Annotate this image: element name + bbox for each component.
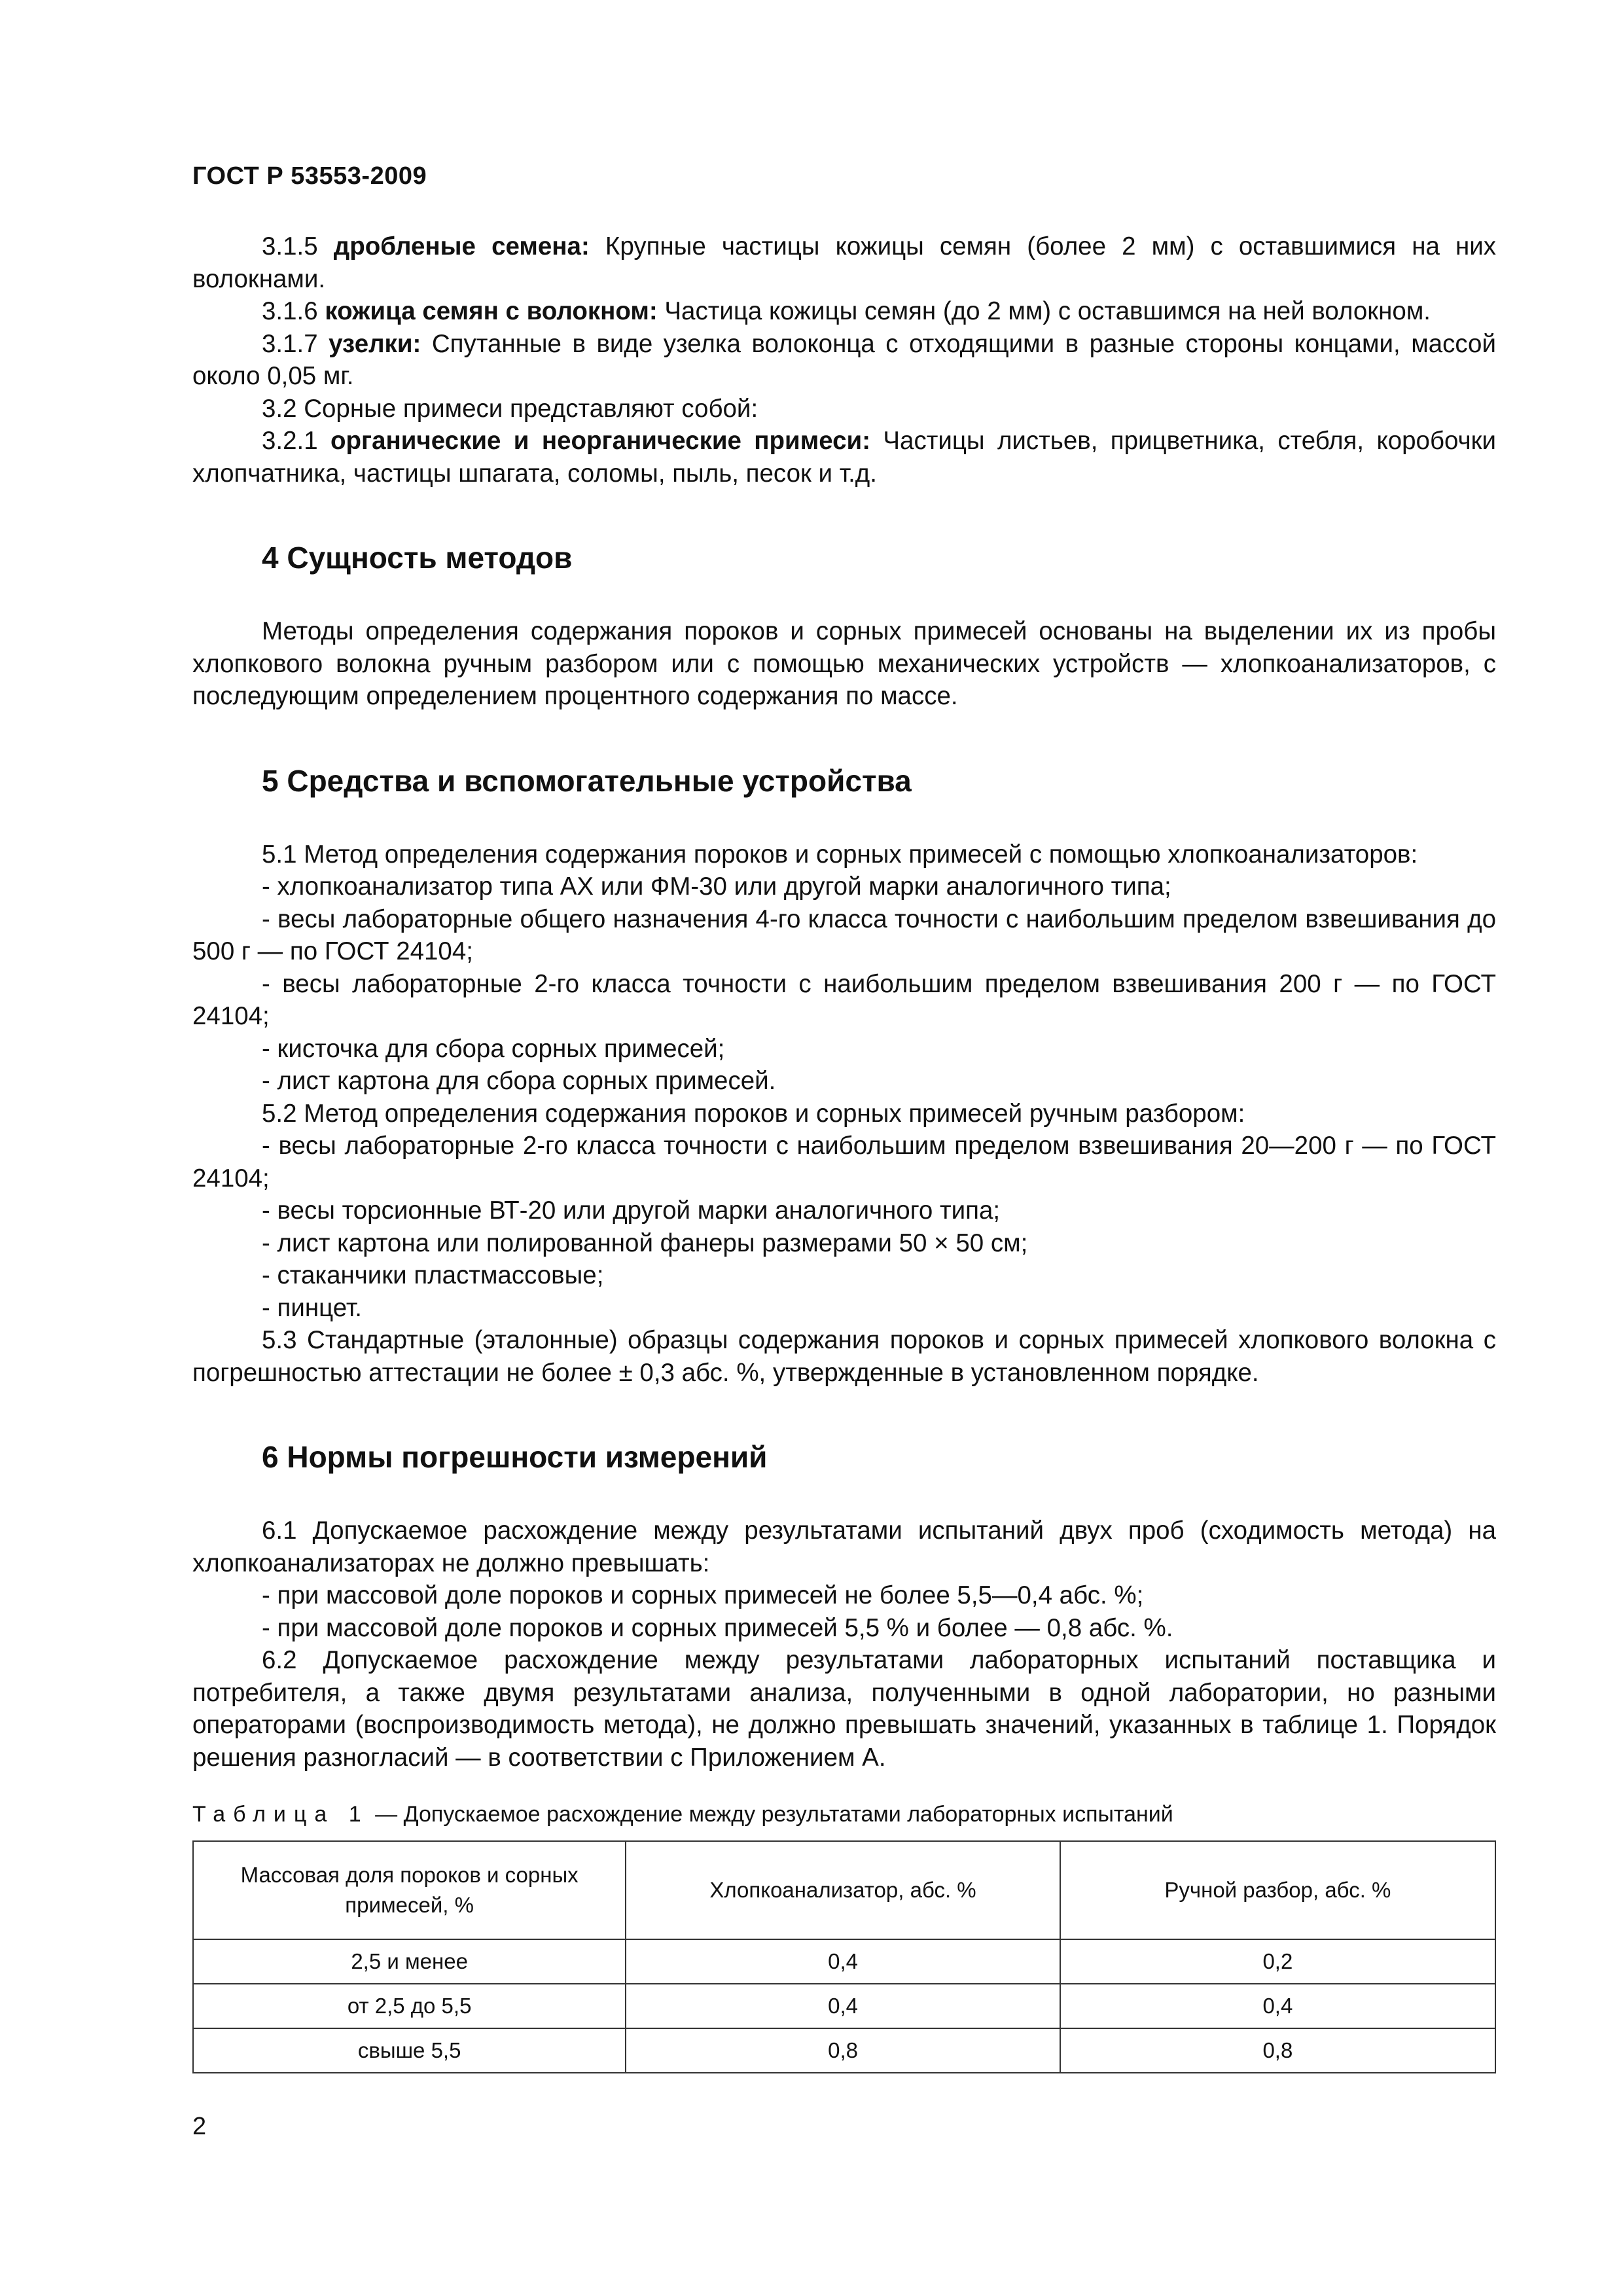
list-item: - кисточка для сбора сорных примесей; xyxy=(262,1034,725,1063)
table-caption-label: Таблица 1 xyxy=(192,1802,369,1827)
clause-number: 3.1.5 xyxy=(262,232,318,260)
section-4-text: Методы определения содержания пороков и сорных примесей основаны на выделении их из пробы хлопкового волокна ручным разбором или с помощью механических устройств — хлопкоанализаторов, с последующим определением процентного содержания по массе. xyxy=(192,617,1496,710)
page-body xyxy=(192,230,1496,2073)
list-item: - весы лабораторные 2-го класса точности с наибольшим пределом взвешивания 200 г — по ГОСТ 24104; xyxy=(192,969,1496,1030)
table-caption xyxy=(192,1800,1496,1829)
list-item: - весы лабораторные общего назначения 4-го класса точности с наибольшим пределом взвешивания до 500 г — по ГОСТ 24104; xyxy=(192,905,1496,965)
clause-6-1: 6.1 Допускаемое расхождение между результатами испытаний двух проб (сходимость метода) на хлопкоанализаторах не должно превышать: xyxy=(192,1516,1496,1577)
table-cell: 0,4 xyxy=(626,1939,1060,1984)
definition: Спутанные в виде узелка волоконца с отходящими в разные стороны концами, массой около 0,05 мг. xyxy=(192,329,1496,390)
term: дробленые семена: xyxy=(333,232,590,260)
section-heading-6: 6 Нормы погрешности измерений xyxy=(262,1440,768,1474)
term: кожица семян с волокном: xyxy=(325,297,658,325)
section-heading-4: 4 Сущность методов xyxy=(262,541,573,575)
page-number: 2 xyxy=(192,2113,207,2140)
column-header: Массовая доля пороков и сорных примесей, % xyxy=(193,1841,626,1939)
clause-6-2: 6.2 Допускаемое расхождение между результатами лабораторных испытаний поставщика и потребителя, а также двумя результатами анализа, полученными в одной лаборатории, но разными операторами (воспроизводимость метода), не должно превышать значений, указанных в таблице 1. Порядок решения разногласий — в соответствии с Приложением А. xyxy=(192,1646,1496,1772)
list-item: - пинцет. xyxy=(262,1293,362,1322)
table-1 xyxy=(192,1840,1496,2073)
table-row xyxy=(193,1939,1495,1984)
list-item: - лист картона для сбора сорных примесей. xyxy=(262,1067,776,1095)
table-cell: 0,2 xyxy=(1060,1939,1495,1984)
list-item: - стаканчики пластмассовые; xyxy=(262,1261,604,1289)
list-item: - лист картона или полированной фанеры размерами 50 × 50 см; xyxy=(262,1229,1028,1257)
definition: Крупные частицы кожицы семян (более 2 мм) с оставшимися на них волокнами. xyxy=(192,232,1497,293)
table-cell: от 2,5 до 5,5 xyxy=(193,1984,626,2028)
table-cell: 0,4 xyxy=(626,1984,1060,2028)
table-cell: свыше 5,5 xyxy=(193,2028,626,2073)
clause-3-1-5 xyxy=(192,230,1496,295)
table-row xyxy=(193,1984,1495,2028)
table-caption-text: — Допускаемое расхождение между результатами лабораторных испытаний xyxy=(375,1802,1173,1827)
definition: Частицы листьев, прицветника, стебля, коробочки хлопчатника, частицы шпагата, соломы, пыль, песок и т.д. xyxy=(192,427,1496,488)
clause-3-2: 3.2 Сорные примеси представляют собой: xyxy=(262,394,758,423)
clause-5-1: 5.1 Метод определения содержания пороков и сорных примесей с помощью хлопкоанализаторов: xyxy=(262,840,1418,869)
list-item: - весы торсионные ВТ-20 или другой марки аналогичного типа; xyxy=(262,1196,1001,1225)
list-item: - хлопкоанализатор типа АХ или ФМ-30 или другой марки аналогичного типа; xyxy=(262,872,1171,901)
clause-number: 3.1.7 xyxy=(262,329,318,358)
clause-3-1-7 xyxy=(192,328,1496,393)
clause-5-3: 5.3 Стандартные (эталонные) образцы содержания пороков и сорных примесей хлопкового волокна с погрешностью аттестации не более ± 0,3 абс. %, утвержденные в установленном порядке. xyxy=(192,1326,1496,1387)
column-header: Ручной разбор, абс. % xyxy=(1060,1841,1495,1939)
table-cell: 0,4 xyxy=(1060,1984,1495,2028)
clause-number: 3.1.6 xyxy=(262,297,318,325)
list-item: - весы лабораторные 2-го класса точности с наибольшим пределом взвешивания 20—200 г — по ГОСТ 24104; xyxy=(192,1132,1496,1193)
column-header: Хлопкоанализатор, абс. % xyxy=(626,1841,1060,1939)
table-cell: 0,8 xyxy=(1060,2028,1495,2073)
table-cell: 0,8 xyxy=(626,2028,1060,2073)
clause-3-1-6 xyxy=(192,295,1496,328)
table-cell: 2,5 и менее xyxy=(193,1939,626,1984)
document-id: ГОСТ Р 53553-2009 xyxy=(192,162,427,190)
table-row xyxy=(193,2028,1495,2073)
term: узелки: xyxy=(329,329,421,358)
clause-3-2-1 xyxy=(192,425,1496,490)
list-item: - при массовой доле пороков и сорных примесей 5,5 % и более — 0,8 абс. %. xyxy=(262,1613,1173,1642)
clause-5-2: 5.2 Метод определения содержания пороков и сорных примесей ручным разбором: xyxy=(262,1099,1245,1128)
table-header-row xyxy=(193,1841,1495,1939)
list-item: - при массовой доле пороков и сорных примесей не более 5,5—0,4 абс. %; xyxy=(262,1581,1144,1609)
definition: Частица кожицы семян (до 2 мм) с оставшимся на ней волокном. xyxy=(664,297,1431,325)
clause-number: 3.2.1 xyxy=(262,427,318,455)
section-heading-5: 5 Средства и вспомогательные устройства xyxy=(262,763,912,798)
term: органические и неорганические примеси: xyxy=(330,427,871,455)
